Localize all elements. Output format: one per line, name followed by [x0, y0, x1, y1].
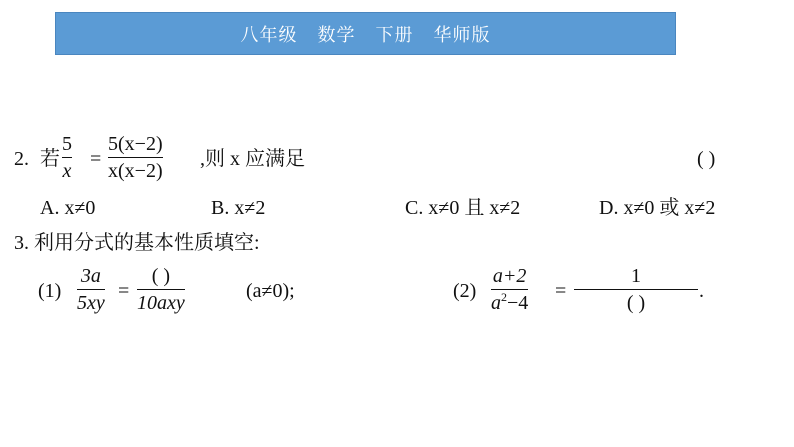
q3-p2-den-base: a	[491, 292, 501, 314]
fraction-bar	[62, 157, 72, 158]
q3-p1-blank[interactable]: ( )	[151, 265, 171, 287]
q3-p2-den-rest: −4	[507, 292, 529, 314]
q2-suffix: ,则 x 应满足	[200, 148, 305, 170]
q2-prefix: 若	[40, 148, 60, 170]
q2-left-denominator: x	[62, 160, 72, 182]
q3-p1-left-fraction	[77, 266, 105, 313]
q2-equals: =	[90, 148, 102, 170]
q3-p2-left-numerator: a+2	[492, 265, 527, 287]
fraction-bar	[108, 157, 163, 158]
q2-right-numerator: 5(x−2)	[108, 133, 163, 155]
q2-number: 2.	[14, 148, 29, 170]
fraction-bar	[491, 289, 528, 290]
q2-option-a[interactable]: A. x≠0	[40, 197, 96, 219]
fraction-bar	[574, 289, 698, 290]
q2-answer-paren[interactable]: ( )	[697, 148, 716, 170]
q2-option-c[interactable]: C. x≠0 且 x≠2	[405, 197, 521, 219]
header-volume: 下册	[375, 24, 414, 46]
q3-p2-left-denominator	[491, 290, 529, 314]
q2-right-denominator: x(x−2)	[108, 160, 163, 182]
q3-p1-condition: (a≠0);	[246, 280, 295, 302]
q3-p2-right-fraction	[574, 266, 698, 313]
header-grade: 八年级	[240, 24, 298, 46]
header-publisher: 华师版	[433, 24, 491, 46]
fraction-bar	[137, 289, 185, 290]
q3-p2-period: .	[699, 280, 704, 302]
q3-p2-right-numerator: 1	[631, 265, 641, 287]
q3-p1-right-fraction	[137, 266, 185, 313]
q3-p1-label: (1)	[38, 280, 62, 302]
fraction-bar	[77, 289, 105, 290]
q3-p1-left-numerator: 3a	[80, 265, 101, 287]
header-banner	[55, 12, 676, 55]
q2-option-b[interactable]: B. x≠2	[211, 197, 266, 219]
q2-left-numerator: 5	[62, 133, 72, 155]
q3-p2-equals: =	[555, 280, 567, 302]
q2-left-fraction	[62, 134, 72, 181]
q3-p1-left-denominator: 5xy	[77, 292, 105, 314]
q3-p1-right-denominator: 10axy	[137, 292, 185, 314]
q3-p2-label: (2)	[453, 280, 477, 302]
q3-heading: 3. 利用分式的基本性质填空:	[14, 232, 260, 254]
q3-p2-den-exponent: 2	[501, 290, 507, 304]
q2-option-d[interactable]: D. x≠0 或 x≠2	[599, 197, 716, 219]
q2-right-fraction	[108, 134, 163, 181]
q3-p2-left-fraction	[491, 266, 528, 313]
q3-p1-equals: =	[118, 280, 130, 302]
q3-p2-blank[interactable]: ( )	[626, 292, 646, 314]
header-subject: 数学	[317, 24, 356, 46]
